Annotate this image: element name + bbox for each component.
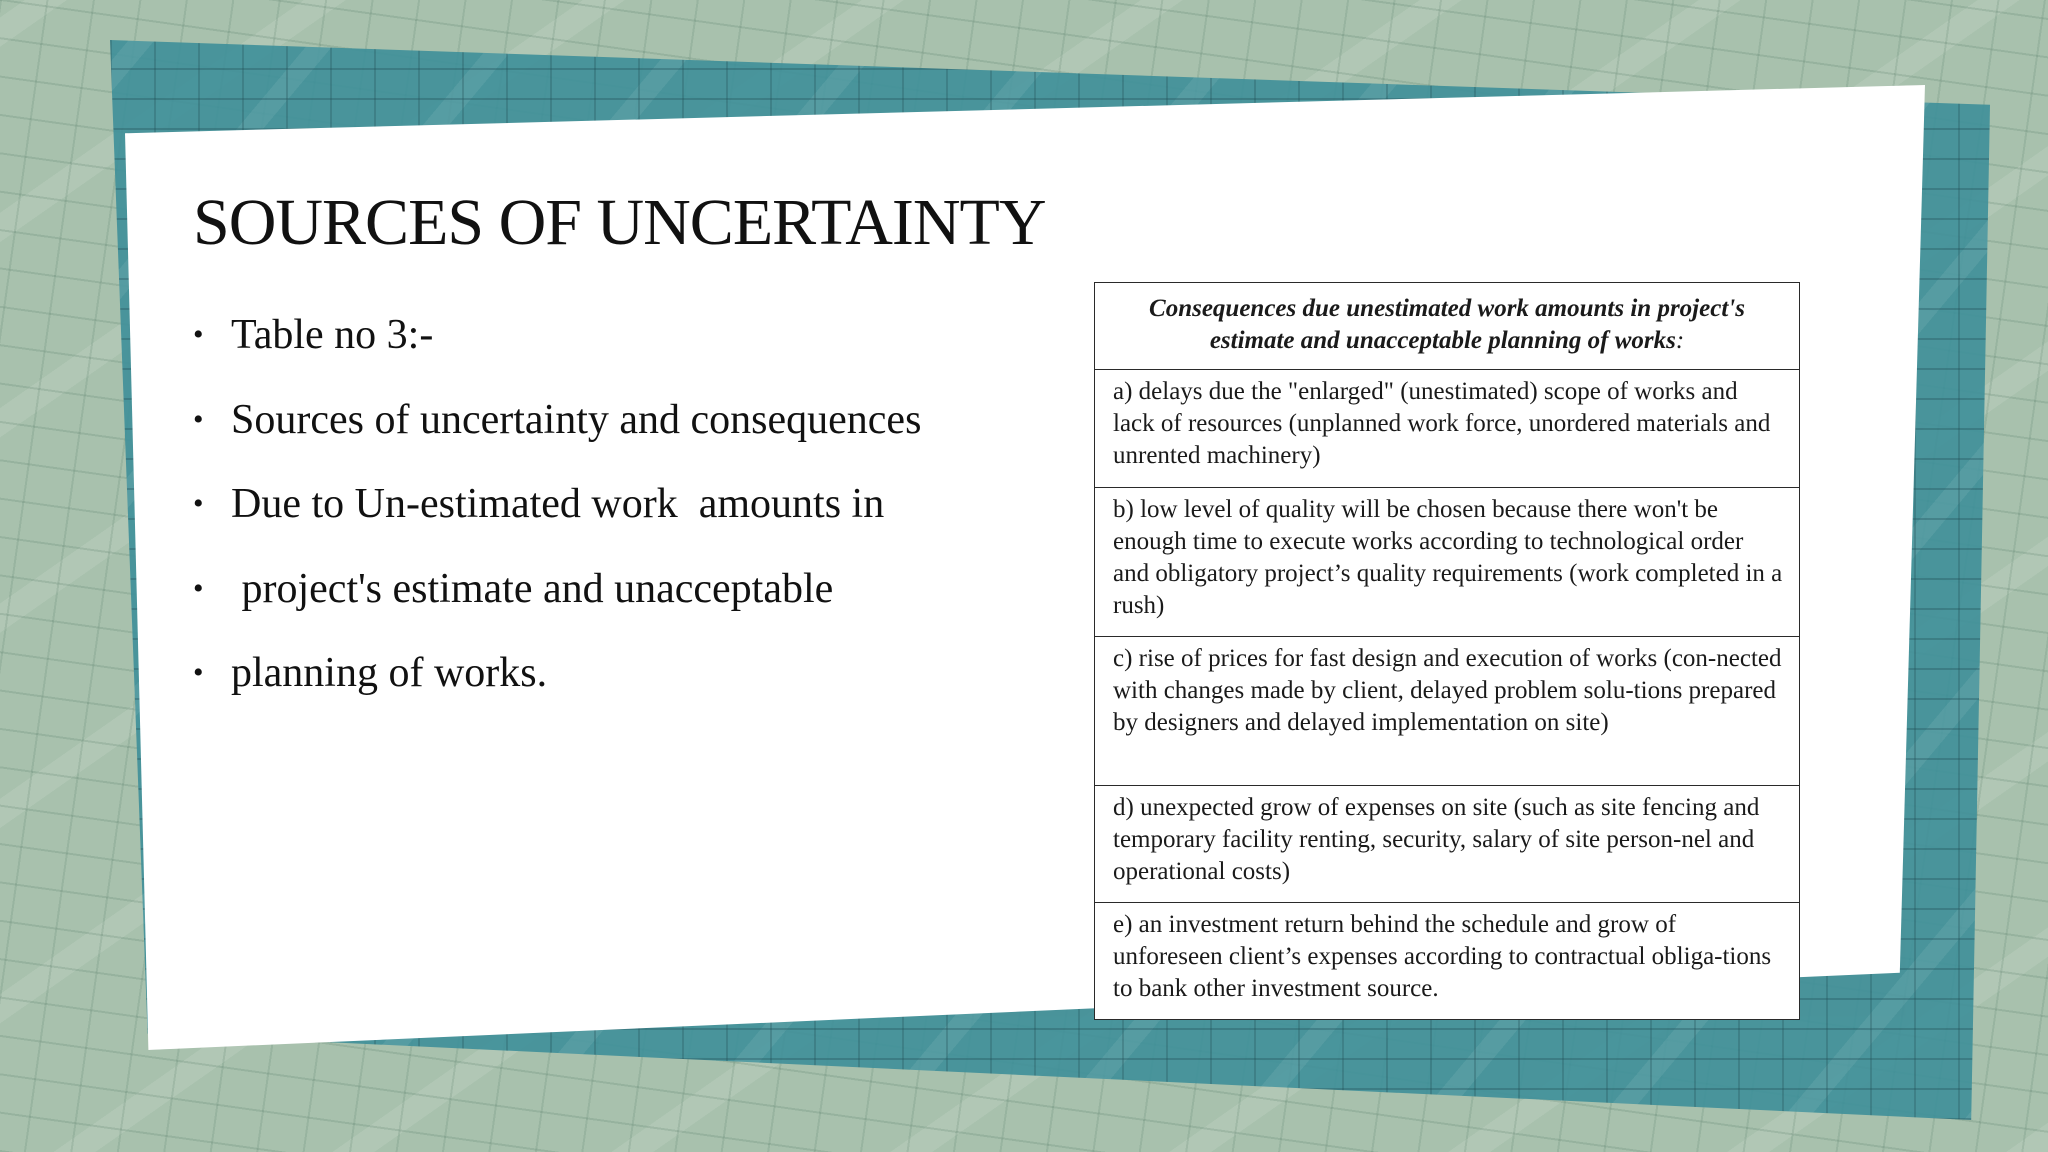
bullet-text: Sources of uncertainty and consequences [231,396,922,443]
bullet-icon: • [193,656,204,689]
consequences-table [1094,282,1800,1020]
bullet-icon: • [193,402,204,436]
table-row: d) unexpected grow of expenses on site (such as site fencing and temporary facility renting, security, salary of site person-nel and operational costs) [1095,785,1799,902]
table-row: b) low level of quality will be chosen because there won't be enough time to execute works according to technological order and obligatory project’s quality requirements (work completed in a rush) [1095,487,1799,636]
bullet-list [193,305,921,728]
table-header-colon: : [1675,327,1685,354]
bullet-item [193,474,921,559]
bullet-item [193,559,921,644]
table-row: c) rise of prices for fast design and execution of works (con-nected with changes made by client, delayed problem solu-tions prepared by designers and delayed implementation on site) [1095,636,1799,785]
table-row: a) delays due the "enlarged" (unestimated) scope of works and lack of resources (unplanned work force, unordered materials and unrented machinery) [1095,369,1799,487]
bullet-icon: • [193,571,204,605]
bullet-text: Table no 3:- [231,312,434,358]
bullet-item [193,643,921,728]
table-header-text: Consequences due unestimated work amounts in project's estimate and unacceptable planning of works [1149,295,1745,354]
bullet-text: project's estimate and unacceptable [231,565,834,612]
bullet-text: Due to Un-estimated work amounts in [231,481,885,527]
bullet-icon: • [193,318,204,351]
bullet-text: planning of works. [231,650,548,696]
bullet-icon: • [193,487,204,520]
bullet-item [193,305,921,390]
table-header [1095,283,1799,369]
bullet-item [193,390,921,475]
table-row: e) an investment return behind the schedule and grow of unforeseen client’s expenses according to contractual obliga-tions to bank other investment source. [1095,902,1799,1019]
slide-title: SOURCES OF UNCERTAINTY [193,186,1046,259]
